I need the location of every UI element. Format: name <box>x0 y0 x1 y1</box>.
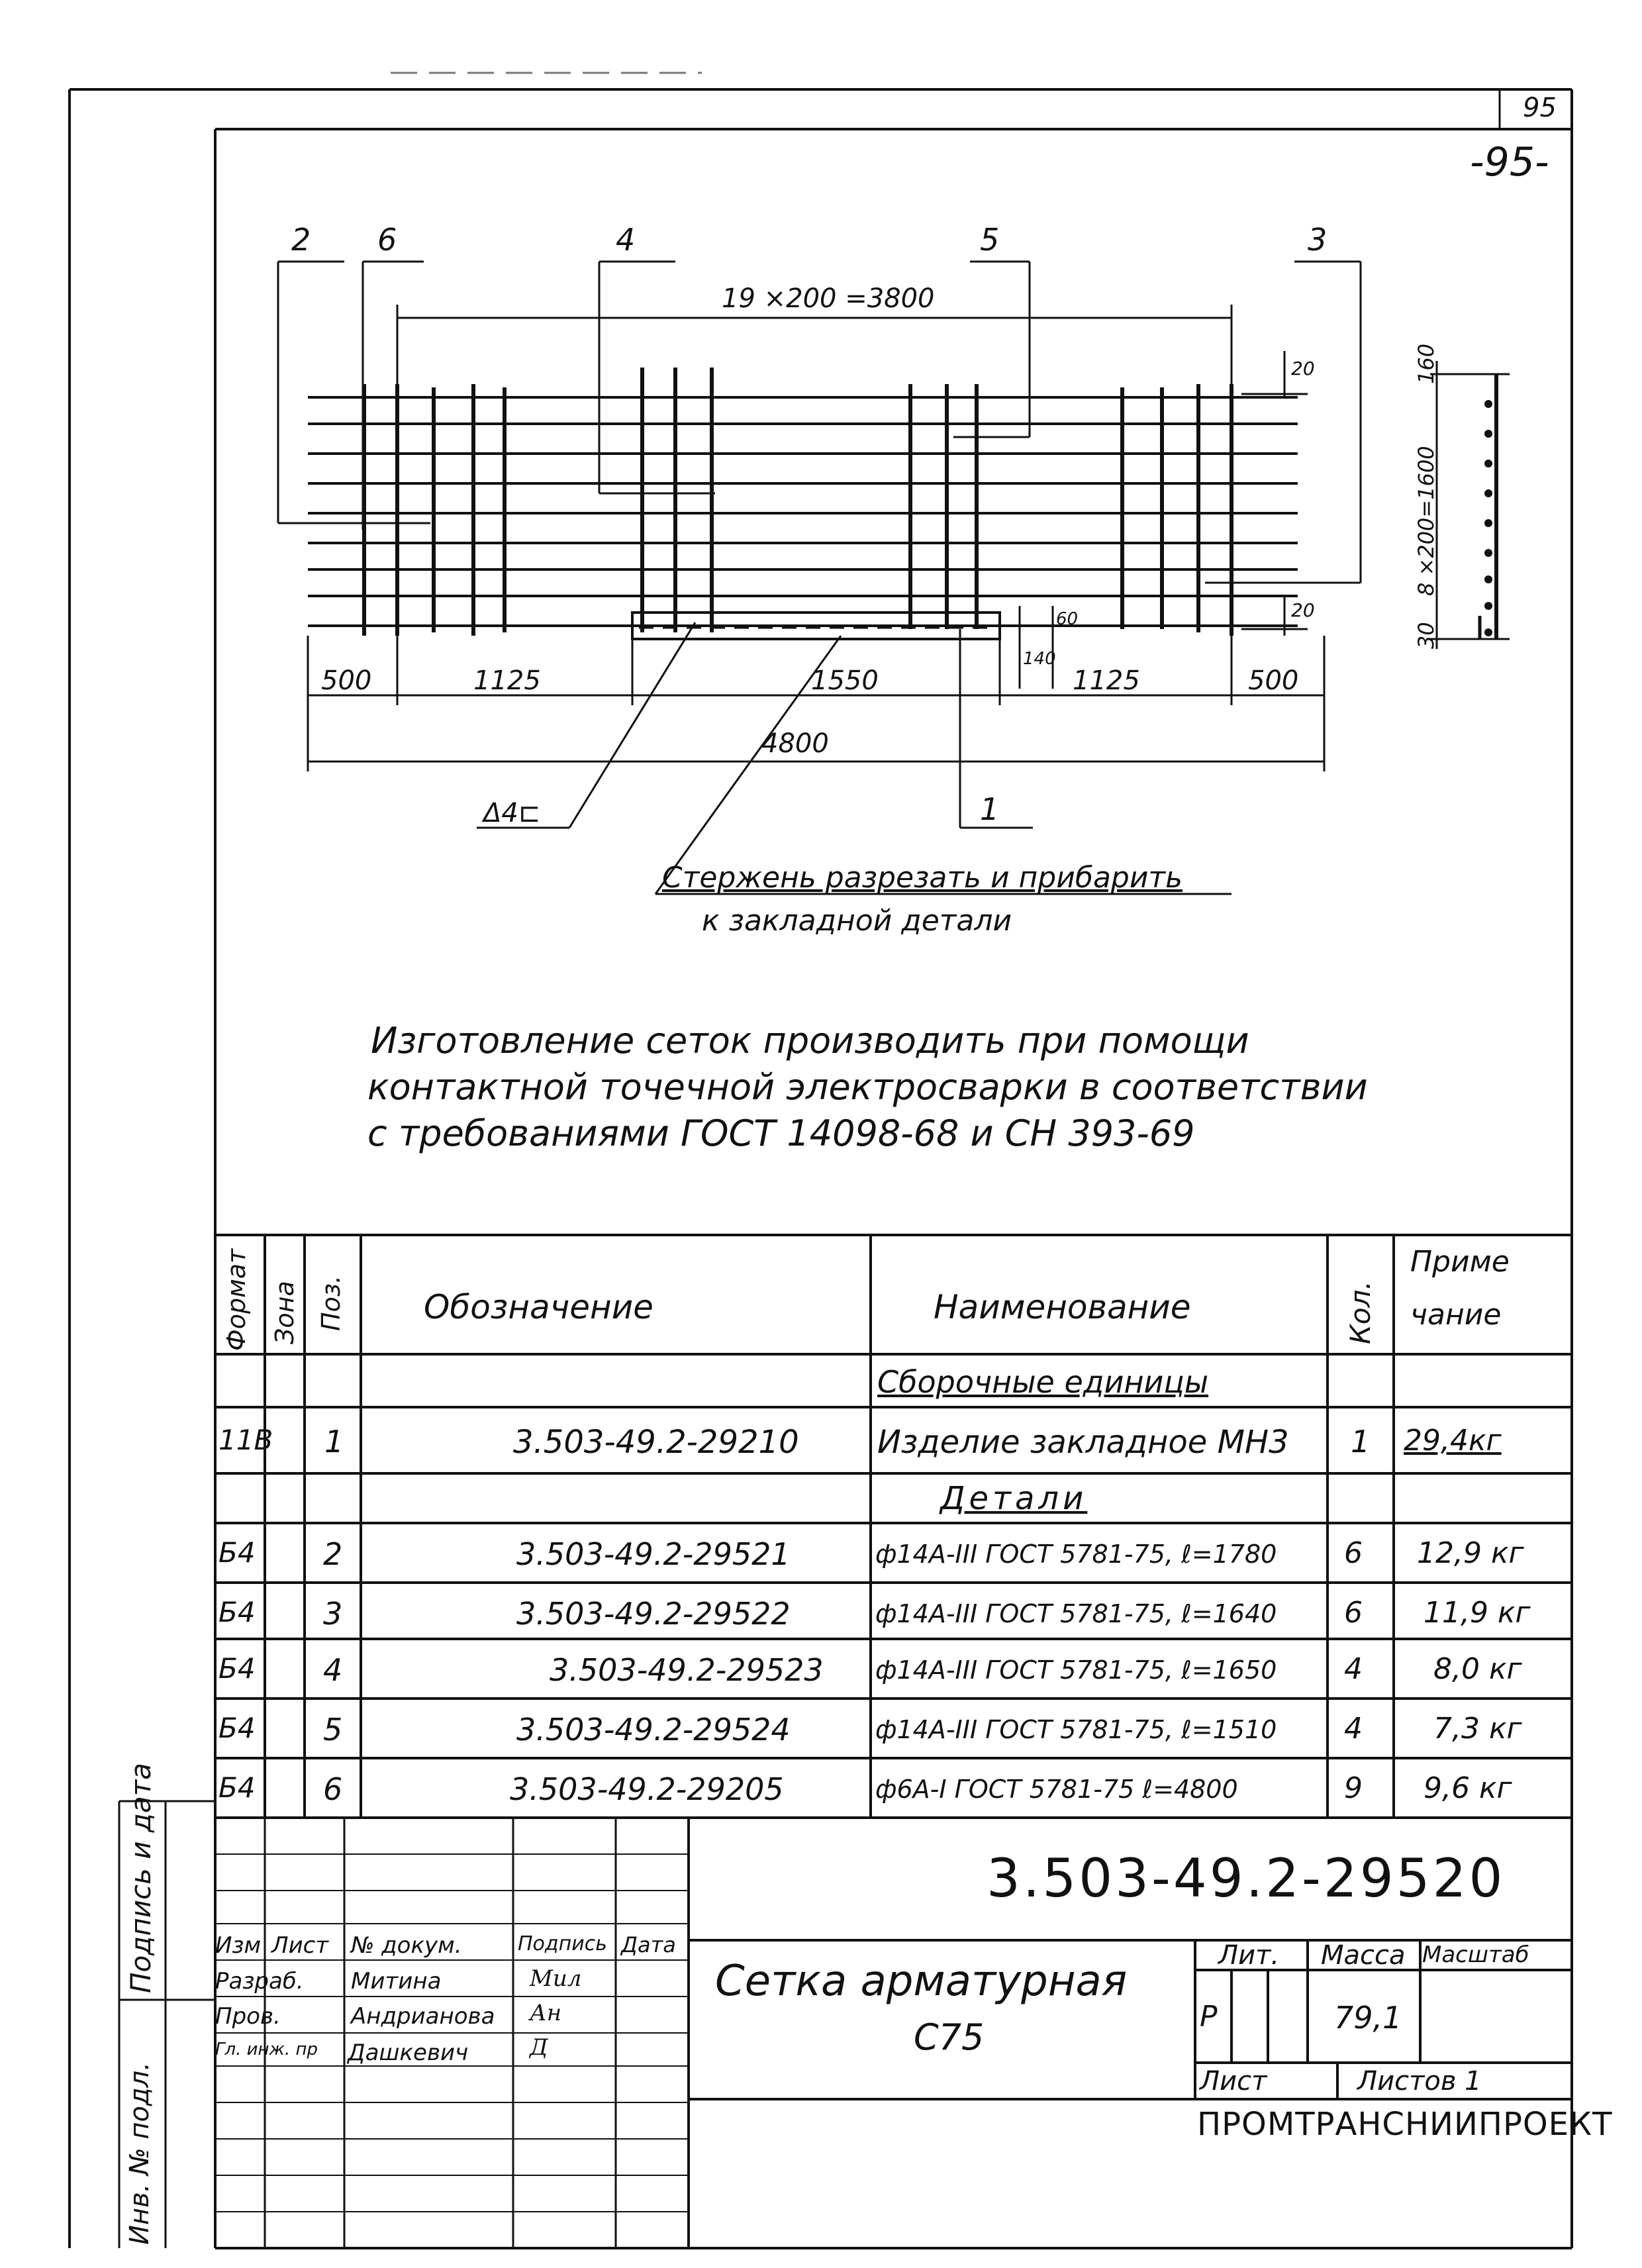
row-designation: 3.503-49.2-29205 <box>510 1771 784 1807</box>
weld-symbol: Δ4⊏ <box>483 798 541 828</box>
role-checker: Пров. <box>215 2003 281 2030</box>
row-name: ф6А-I ГОСТ 5781-75 ℓ=4800 <box>875 1775 1238 1804</box>
assembly-name: Изделие закладное МН3 <box>877 1424 1289 1461</box>
header-format: Формат <box>222 1248 251 1351</box>
dim-140: 140 <box>1023 649 1056 669</box>
callout-4: 4 <box>616 222 636 258</box>
row-designation: 3.503-49.2-29524 <box>516 1712 791 1748</box>
row-name: ф14А-III ГОСТ 5781-75, ℓ=1650 <box>875 1655 1277 1685</box>
row-pos: 3 <box>323 1596 343 1632</box>
row-qty: 4 <box>1344 1712 1363 1746</box>
sign-developer: Мил <box>530 1965 582 1992</box>
col-sign: Подпись <box>518 1932 607 1955</box>
sheet-label: Лист <box>1200 2066 1267 2096</box>
row-pos: 2 <box>323 1536 343 1572</box>
row-designation: 3.503-49.2-29521 <box>516 1536 791 1572</box>
row-qty: 9 <box>1344 1771 1363 1805</box>
mass-value: 79,1 <box>1334 2000 1402 2036</box>
sheets-label: Листов 1 <box>1357 2066 1482 2096</box>
col-list: Лист <box>271 1932 329 1959</box>
document-code: 3.503-49.2-29520 <box>987 1848 1506 1909</box>
page-number: -95- <box>1470 139 1549 185</box>
row-note: 7,3 кг <box>1433 1712 1522 1746</box>
name-developer: Митина <box>351 1968 442 1995</box>
header-pos: Поз. <box>316 1275 346 1331</box>
header-qty: Кол. <box>1344 1281 1376 1344</box>
row-name: ф14А-III ГОСТ 5781-75, ℓ=1780 <box>875 1540 1277 1569</box>
side-section <box>1430 361 1510 649</box>
row-note: 11,9 кг <box>1424 1596 1531 1630</box>
side-dim-1600: 8 ×200=1600 <box>1414 446 1439 596</box>
title-line-2: С75 <box>914 2016 985 2058</box>
row-designation: 3.503-49.2-29522 <box>516 1596 791 1632</box>
callout-3: 3 <box>1308 222 1328 258</box>
row-pos: 6 <box>323 1771 343 1807</box>
sheet-frame <box>70 73 1572 2248</box>
mesh <box>308 368 1298 639</box>
side-dim-30: 30 <box>1414 622 1439 649</box>
dim-bottom-500-right: 500 <box>1248 666 1299 696</box>
dim-bottom-1125-right: 1125 <box>1073 666 1140 696</box>
side-dim-160: 160 <box>1414 343 1439 384</box>
row-qty: 6 <box>1344 1536 1363 1570</box>
dim-bottom-1550: 1550 <box>811 666 879 696</box>
row-qty: 4 <box>1344 1652 1363 1686</box>
margin-sign-date: Подпись и дата <box>124 1763 157 1993</box>
requirements-line-3: с требованиями ГОСТ 14098-68 и СН 393-69 <box>367 1112 1195 1154</box>
sheet-no-corner: 95 <box>1523 93 1557 123</box>
scale-label: Масштаб <box>1422 1942 1529 1968</box>
row-note: 8,0 кг <box>1433 1652 1522 1686</box>
assembly-pos: 1 <box>324 1424 344 1459</box>
col-doc: № докум. <box>351 1932 462 1959</box>
row-designation: 3.503-49.2-29523 <box>550 1652 824 1688</box>
callout-1: 1 <box>980 791 1000 827</box>
callout-6: 6 <box>377 222 397 258</box>
lit-label: Лит. <box>1218 1940 1280 1971</box>
assembly-note: 29,4кг <box>1404 1424 1502 1457</box>
mass-label: Масса <box>1321 1940 1406 1971</box>
requirements-line-2: контактной точечной электросварки в соответствии <box>367 1066 1368 1108</box>
row-format: Б4 <box>218 1536 256 1569</box>
assembly-format: 11В <box>218 1424 273 1456</box>
row-format: Б4 <box>218 1771 256 1804</box>
header-name: Наименование <box>934 1288 1191 1326</box>
dim-total: 4800 <box>761 728 829 759</box>
section-parts: Детали <box>940 1480 1088 1517</box>
row-note: 9,6 кг <box>1424 1771 1512 1805</box>
note-line-2: к закладной детали <box>702 904 1012 938</box>
requirements-line-1: Изготовление сеток производить при помощи <box>371 1020 1249 1061</box>
sign-checker: Ан <box>530 2000 562 2026</box>
row-format: Б4 <box>218 1652 256 1685</box>
margin-inventory-no: Инв. № подл. <box>124 2062 155 2245</box>
note-line-1: Стержень разрезать и прибарить <box>662 861 1183 895</box>
header-designation: Обозначение <box>424 1288 653 1326</box>
dim-bottom-1125-left: 1125 <box>473 666 541 696</box>
row-pos: 4 <box>323 1652 343 1688</box>
title-line-1: Сетка арматурная <box>715 1957 1128 2006</box>
header-note-2: чание <box>1410 1298 1502 1332</box>
dim-60: 60 <box>1056 609 1079 629</box>
header-zone: Зона <box>270 1281 299 1344</box>
row-format: Б4 <box>218 1712 256 1744</box>
header-note-1: Приме <box>1410 1245 1510 1279</box>
callout-2: 2 <box>291 222 311 258</box>
dim-20-bottom: 20 <box>1291 599 1315 621</box>
assembly-designation: 3.503-49.2-29210 <box>513 1424 799 1461</box>
role-chief-engineer: Гл. инж. пр <box>215 2040 318 2059</box>
assembly-qty: 1 <box>1351 1424 1371 1459</box>
col-izm: Изм <box>215 1932 262 1959</box>
row-note: 12,9 кг <box>1417 1536 1524 1570</box>
row-pos: 5 <box>323 1712 343 1748</box>
row-name: ф14А-III ГОСТ 5781-75, ℓ=1640 <box>875 1599 1277 1628</box>
dim-20-top: 20 <box>1291 358 1315 379</box>
role-developer: Разраб. <box>215 1968 304 1995</box>
dim-bottom-500-left: 500 <box>321 666 372 696</box>
lit-value: Р <box>1200 2000 1218 2034</box>
organization-name: ПРОМТРАНСНИИПРОЕКТ <box>1197 2106 1613 2143</box>
dimension-lines <box>308 305 1324 771</box>
col-date: Дата <box>621 1932 676 1957</box>
sign-chief-engineer: Д <box>530 2034 548 2061</box>
section-assembly: Сборочные единицы <box>877 1364 1209 1400</box>
row-name: ф14А-III ГОСТ 5781-75, ℓ=1510 <box>875 1715 1277 1744</box>
callout-5: 5 <box>980 222 1000 258</box>
row-qty: 6 <box>1344 1596 1363 1630</box>
name-chief-engineer: Дашкевич <box>348 2040 469 2066</box>
dim-top: 19 ×200 =3800 <box>722 283 935 314</box>
row-format: Б4 <box>218 1596 256 1628</box>
name-checker: Андрианова <box>351 2003 495 2030</box>
